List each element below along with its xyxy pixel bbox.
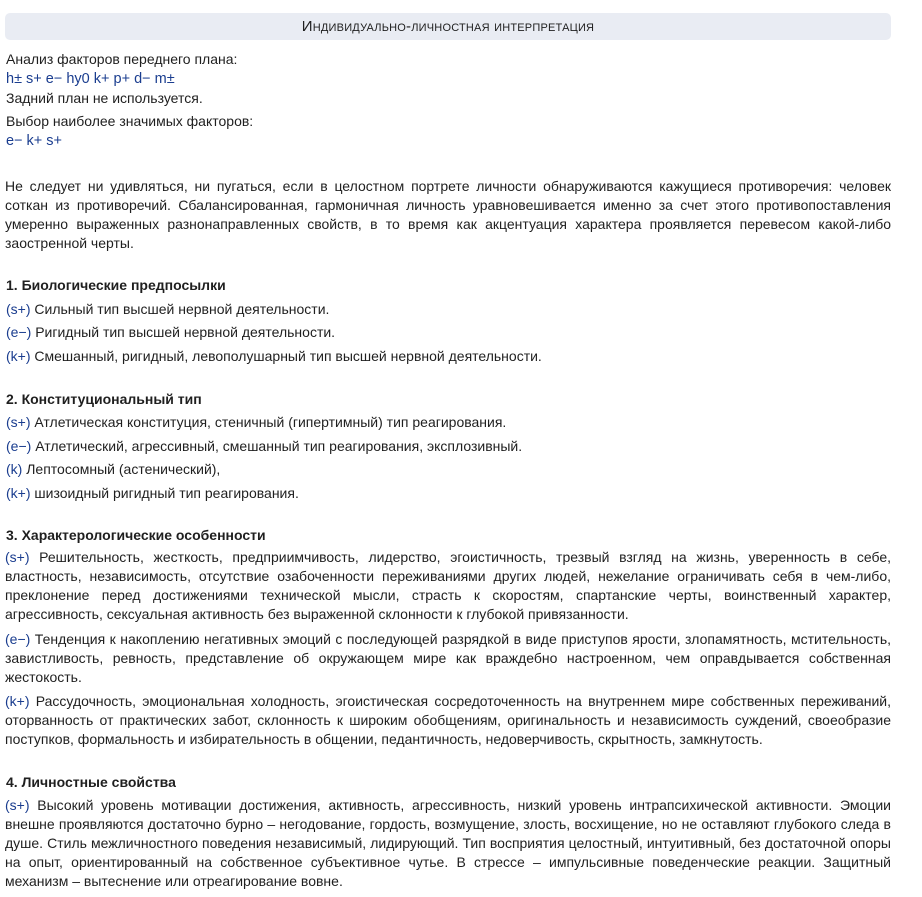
factor-tag: (s+) [6, 301, 31, 317]
section-title-4: 4. Личностные свойства [6, 774, 176, 790]
item-text: Смешанный, ригидный, левополушарный тип высшей нервной деятельности. [34, 348, 542, 364]
section-header [5, 13, 891, 40]
item-text: Лептосомный (астенический), [26, 461, 221, 477]
factor-tag: (k+) [6, 348, 31, 364]
section-1-item-1 [6, 300, 329, 318]
section-2-item-3 [6, 460, 220, 478]
background-note: Задний план не используется. [6, 90, 203, 106]
item-text: Сильный тип высшей нервной деятельности. [34, 301, 330, 317]
item-text: Ригидный тип высшей нервной деятельности. [35, 324, 336, 340]
section-title-1: 1. Биологические предпосылки [6, 277, 226, 293]
item-text: Атлетический, агрессивный, смешанный тип реагирования, эксплозивный. [35, 438, 523, 454]
item-text: Высокий уровень мотивации достижения, активность, агрессивность, низкий уровень интрапсихической активности. Эмоции внешне проявляются достаточно бурно – негодование, гордость, возмущение, злость, восхищение, но не оставляют глубокого следа в душе. Стиль межличностного поведения независимый, лидирующий. Тип восприятия целостный, интуитивный, без достаточной опоры на опыт, ориентированный на собственное субъективное чутье. В стрессе – импульсивные поведенческие реакции. Защитный механизм – вытеснение или отреагирование вовне. [5, 797, 892, 889]
section-3-item-2 [5, 630, 891, 687]
item-text: Рассудочность, эмоциональная холодность, эгоистическая сосредоточенность на внутреннем мире собственных переживаний, оторванность от практических забот, склонность к широким обобщениям, оригинальность и независимость суждений, своеобразие поступков, формальность и избирательность в общении, педантичность, недоверчивость, скрытность, замкнутость. [5, 693, 892, 747]
section-3-item-1 [5, 548, 891, 624]
foreground-codes: h± s+ e− hy0 k+ p+ d− m± [6, 71, 175, 87]
section-2-item-4 [6, 484, 299, 502]
selection-codes: e− k+ s+ [6, 133, 63, 149]
factor-tag: (s+) [5, 797, 30, 813]
section-1-item-2 [6, 323, 335, 341]
factor-tag: (s+) [5, 549, 30, 565]
section-3-item-3 [5, 692, 891, 749]
factor-tag: (e−) [5, 631, 31, 647]
selection-label: Выбор наиболее значимых факторов: [6, 113, 254, 129]
factor-tag: (s+) [6, 414, 31, 430]
section-title-2: 2. Конституциональный тип [6, 391, 202, 407]
item-text: Решительность, жесткость, предприимчивость, лидерство, эгоистичность, трезвый взгляд на жизнь, уверенность в себе, властность, независимость, отсутствие озабоченности переживаниями других людей, нежелание ограничивать себя в чем-либо, преклонение перед достижениями технической мысли, страсть к скоростям, спартанские черты, воинственный характер, агрессивность, сексуальная активность без выраженной склонности к глубокой привязанности. [5, 549, 891, 622]
factor-tag: (e−) [6, 438, 32, 454]
section-4-item-1 [5, 796, 891, 891]
factor-tag: (k) [6, 461, 23, 477]
factor-tag: (e−) [6, 324, 32, 340]
intro-paragraph: Не следует ни удивляться, ни пугаться, если в целостном портрете личности обнаруживаются кажущиеся противоречия: человек соткан из противоречий. Сбалансированная, гармоничная личность уравновешивается именно за счет этого противопоставления умеренно выраженных разнонаправленных свойств, в то время как акцентуация характера проявляется перевесом какой-либо заостренной черты. [5, 178, 891, 251]
factor-tag: (k+) [5, 693, 30, 709]
foreground-label: Анализ факторов переднего плана: [6, 51, 238, 67]
section-2-item-1 [6, 413, 506, 431]
item-text: Тенденция к накоплению негативных эмоций с последующей разрядкой в виде приступов ярости, злопамятность, мстительность, завистливость, ревность, представление об окружающем мире как враждебно настроенном, чем оправдывается собственная жестокость. [5, 631, 892, 685]
item-text: шизоидный ригидный тип реагирования. [34, 485, 299, 501]
item-text: Атлетическая конституция, стеничный (гипертимный) тип реагирования. [34, 414, 507, 430]
header-title: Индивидуально-личностная интерпретация [301, 18, 595, 35]
section-title-3: 3. Характерологические особенности [6, 527, 266, 543]
factor-tag: (k+) [6, 485, 31, 501]
section-1-item-3 [6, 347, 542, 365]
section-2-item-2 [6, 437, 522, 455]
